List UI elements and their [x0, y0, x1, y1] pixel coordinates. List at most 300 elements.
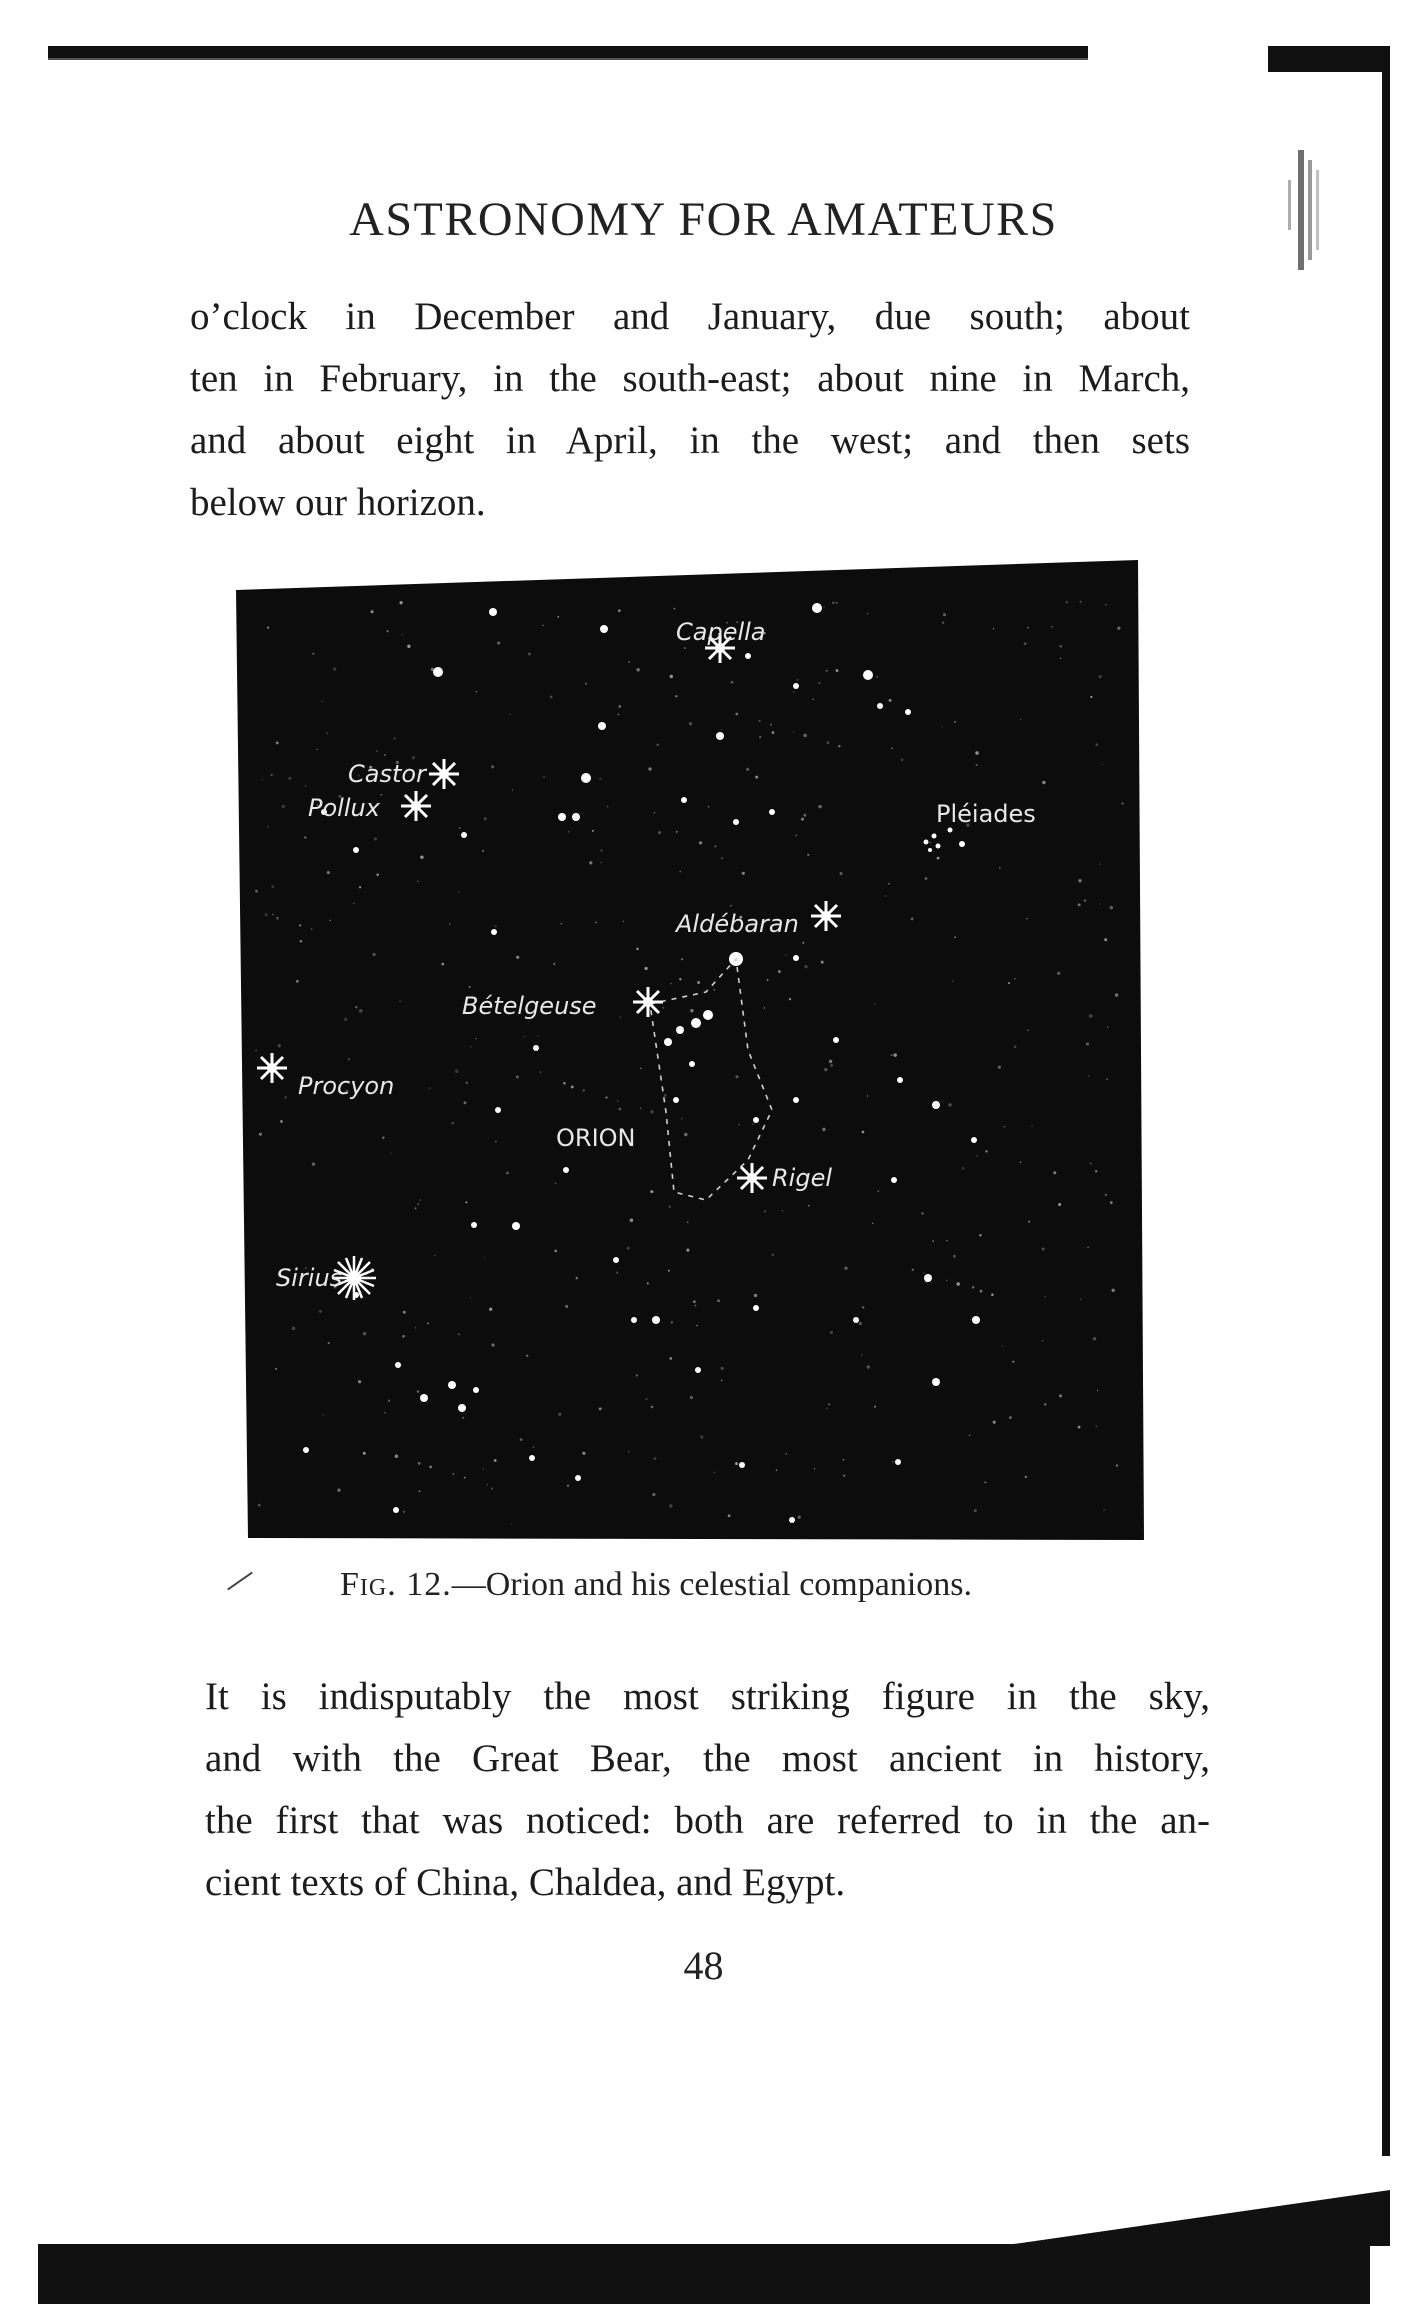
faint-star [645, 1398, 647, 1400]
faint-star [824, 1068, 827, 1071]
faint-star [1086, 1042, 1089, 1045]
faint-star [319, 1310, 322, 1313]
faint-star [619, 1016, 621, 1018]
faint-star [684, 647, 686, 649]
faint-star [455, 1069, 459, 1073]
text-line: the first that was noticed: both are referred to in the an- [205, 1799, 1210, 1842]
faint-star [862, 1306, 864, 1308]
faint-star [617, 1100, 619, 1102]
faint-star [1002, 1345, 1003, 1346]
rigel-star [737, 1163, 767, 1193]
faint-star [420, 1199, 422, 1201]
faint-star [636, 668, 640, 672]
faint-star [374, 837, 377, 840]
faint-star [605, 1097, 607, 1099]
faint-star [1014, 978, 1015, 979]
faint-star [993, 628, 994, 629]
faint-star [954, 721, 956, 723]
faint-star [305, 785, 307, 787]
faint-star [554, 1250, 557, 1253]
faint-star [721, 857, 723, 859]
faint-star [419, 1490, 421, 1492]
faint-star [946, 1240, 947, 1241]
faint-star [495, 925, 497, 927]
faint-star [483, 1468, 485, 1470]
faint-star [1090, 696, 1092, 698]
caption-tick-mark [227, 1572, 253, 1591]
faint-star [1044, 1296, 1046, 1298]
faint-star [384, 754, 386, 756]
label-procyon: Procyon [298, 1072, 395, 1100]
faint-star [328, 1342, 330, 1344]
faint-star [278, 1044, 281, 1047]
faint-star [755, 776, 758, 779]
faint-star [1059, 645, 1062, 648]
faint-star [495, 1141, 497, 1143]
faint-star [694, 1305, 696, 1307]
faint-star [271, 885, 274, 888]
faint-star [462, 1417, 464, 1419]
faint-star [1028, 1221, 1030, 1223]
faint-star [1042, 781, 1045, 784]
faint-star [1066, 601, 1068, 603]
caption-text: —Orion and his celestial companions. [451, 1566, 973, 1603]
star-chart-figure [236, 560, 1144, 1540]
faint-star [680, 871, 681, 872]
faint-star [491, 765, 494, 768]
faint-star [670, 983, 671, 984]
faint-star [828, 1404, 830, 1406]
faint-star [759, 736, 761, 738]
text-line: and with the Great Bear, the most ancient in history, [205, 1737, 1210, 1780]
faint-star [772, 731, 775, 734]
faint-star [386, 630, 388, 632]
faint-star [1089, 1014, 1093, 1018]
faint-star [312, 1163, 315, 1166]
faint-star [1099, 863, 1100, 864]
label-pleiades: Pléiades [936, 800, 1036, 828]
faint-star [617, 713, 619, 715]
faint-star [676, 831, 678, 833]
faint-star [654, 812, 656, 814]
faint-star [344, 1018, 347, 1021]
faint-star [330, 920, 332, 922]
faint-star [803, 734, 806, 737]
top-border-rule [48, 46, 1088, 58]
faint-star [304, 836, 306, 838]
faint-star [628, 661, 629, 662]
faint-star [942, 622, 944, 624]
faint-star [984, 1481, 986, 1483]
faint-star [402, 1335, 405, 1338]
faint-star [557, 616, 559, 618]
text-line: below our horizon. [190, 481, 486, 524]
faint-star [650, 1190, 653, 1193]
faint-star [823, 606, 824, 607]
faint-star [558, 1413, 561, 1416]
faint-star [1104, 938, 1107, 941]
faint-star [728, 1514, 731, 1517]
faint-star [526, 1355, 528, 1357]
faint-star [693, 1300, 696, 1303]
faint-star [506, 1172, 509, 1175]
faint-star [463, 1101, 466, 1104]
faint-star [571, 1085, 574, 1088]
faint-star [1008, 982, 1010, 984]
faint-star [876, 676, 877, 677]
aldebaran-star [811, 901, 841, 931]
faint-star [300, 940, 302, 942]
faint-star [957, 1282, 960, 1285]
faint-star [717, 1299, 720, 1302]
faint-star [804, 965, 807, 968]
faint-star [417, 1390, 419, 1392]
faint-star [1058, 1203, 1061, 1206]
faint-star [782, 1210, 783, 1211]
faint-star [821, 961, 824, 964]
faint-star [1103, 1509, 1105, 1511]
faint-star [561, 923, 562, 924]
faint-star [836, 669, 839, 672]
faint-star [384, 1412, 385, 1413]
faint-star [1095, 1426, 1097, 1428]
faint-star [830, 1331, 833, 1334]
faint-star [415, 1327, 416, 1328]
faint-star [627, 1247, 630, 1250]
faint-star [838, 745, 841, 748]
label-pollux: Pollux [308, 794, 380, 822]
faint-star [618, 1108, 621, 1111]
faint-star [585, 682, 587, 684]
faint-star [664, 1094, 667, 1097]
faint-star [802, 942, 804, 944]
faint-star [316, 749, 317, 750]
faint-star [759, 720, 761, 722]
faint-star [1101, 764, 1103, 766]
faint-star [373, 953, 376, 956]
faint-star [1020, 1161, 1022, 1163]
faint-star [1116, 1464, 1118, 1466]
faint-star [1059, 1394, 1062, 1397]
label-rigel: Rigel [772, 1164, 833, 1192]
faint-star [764, 1210, 766, 1212]
faint-star [363, 1452, 366, 1455]
faint-star [647, 1282, 649, 1284]
faint-star [714, 1472, 715, 1473]
text-line: and about eight in April, in the west; and then sets [190, 419, 1190, 462]
paragraph-bottom [205, 1666, 1210, 1914]
faint-star [807, 854, 809, 856]
faint-star [814, 1468, 815, 1469]
faint-star [399, 1001, 401, 1003]
faint-star [798, 1516, 801, 1519]
faint-star [826, 741, 829, 744]
faint-star [380, 794, 382, 796]
faint-star [770, 724, 772, 726]
faint-star [599, 778, 601, 780]
faint-star [946, 1280, 947, 1281]
faint-star [993, 1421, 996, 1424]
faint-star [843, 1475, 845, 1477]
text-line: o’clock in December and January, due south; about [190, 295, 1190, 338]
right-page-edge [1382, 66, 1390, 2156]
castor-star [429, 759, 459, 789]
bottom-page-band [38, 2244, 1370, 2304]
caption-figure-number: Fig. 12. [340, 1566, 452, 1603]
faint-star [553, 963, 556, 966]
faint-star [826, 1408, 828, 1410]
faint-star [296, 980, 299, 983]
faint-star [394, 738, 396, 740]
faint-star [623, 921, 624, 922]
faint-star [327, 871, 330, 874]
faint-star [697, 981, 700, 984]
faint-star [1031, 1125, 1032, 1126]
faint-star [1090, 1163, 1092, 1165]
faint-star [403, 1311, 406, 1314]
faint-star [970, 1319, 971, 1320]
text-line: ten in February, in the south-east; about nine in March, [190, 357, 1190, 400]
faint-star [789, 998, 791, 1000]
faint-star [1107, 1027, 1108, 1028]
faint-star [651, 1406, 654, 1409]
faint-star [803, 814, 806, 817]
faint-star [272, 914, 274, 916]
faint-star [640, 1108, 641, 1109]
faint-star [511, 1523, 512, 1524]
faint-star [471, 1046, 472, 1047]
faint-star [524, 1036, 526, 1038]
faint-star [937, 857, 940, 860]
faint-star [1084, 899, 1086, 901]
faint-star [735, 713, 738, 716]
faint-star [326, 732, 328, 734]
faint-star [537, 1036, 539, 1038]
faint-star [601, 862, 602, 863]
faint-star [1057, 972, 1060, 975]
faint-star [390, 1153, 391, 1154]
faint-star [735, 1462, 738, 1465]
faint-star [772, 1254, 775, 1257]
faint-star [686, 1249, 689, 1252]
faint-star [679, 978, 681, 980]
faint-star [270, 774, 272, 776]
faint-star [891, 747, 893, 749]
faint-star [1099, 675, 1102, 678]
faint-star [458, 891, 460, 893]
faint-star [861, 1355, 862, 1356]
faint-star [616, 1272, 618, 1274]
faint-star [402, 634, 403, 635]
faint-star [985, 1150, 987, 1152]
faint-star [867, 613, 869, 615]
faint-star [407, 645, 410, 648]
faint-star [458, 1333, 460, 1335]
faint-star [952, 981, 953, 982]
faint-star [497, 641, 500, 644]
faint-star [451, 1122, 454, 1125]
faint-star [1009, 1416, 1012, 1419]
faint-star [371, 610, 374, 613]
text-line: cient texts of China, Chaldea, and Egypt. [205, 1861, 846, 1904]
faint-star [420, 855, 423, 858]
faint-star [872, 1223, 873, 1224]
faint-star [382, 1136, 384, 1138]
faint-star [670, 675, 673, 678]
faint-star [567, 1485, 569, 1487]
faint-star [267, 826, 269, 828]
faint-star [459, 827, 461, 829]
faint-star [299, 924, 301, 926]
right-corner-cap [1268, 46, 1390, 72]
faint-star [830, 1064, 833, 1067]
label-capella: Capella [676, 618, 766, 646]
faint-star [1078, 879, 1081, 882]
sky-background [236, 560, 1144, 1540]
faint-star [1096, 743, 1099, 746]
faint-star [700, 1435, 704, 1439]
faint-star [877, 1190, 879, 1192]
faint-star [714, 989, 715, 990]
faint-star [687, 1221, 689, 1223]
faint-star [550, 695, 553, 698]
faint-star [434, 1255, 436, 1257]
faint-star [582, 1089, 585, 1092]
faint-star [628, 1451, 630, 1453]
faint-star [892, 1461, 893, 1462]
faint-star [258, 1504, 261, 1507]
faint-star [262, 779, 263, 780]
faint-star [648, 767, 651, 770]
faint-star [670, 1357, 673, 1360]
faint-star [1105, 604, 1106, 605]
faint-star [636, 1374, 638, 1376]
faint-star [353, 903, 354, 904]
faint-star [520, 1438, 523, 1441]
faint-star [754, 1294, 757, 1297]
faint-star [528, 652, 531, 655]
faint-star [808, 1205, 810, 1207]
faint-star [312, 653, 314, 655]
faint-star [288, 777, 291, 780]
faint-star [1012, 1361, 1014, 1363]
faint-star [1088, 1075, 1089, 1076]
faint-star [412, 756, 415, 759]
faint-star [730, 905, 732, 907]
faint-star [793, 691, 794, 692]
faint-star [801, 818, 804, 821]
faint-star [1093, 1337, 1096, 1340]
faint-star [767, 979, 769, 981]
faint-star [1110, 1201, 1113, 1204]
faint-star [976, 1155, 977, 1156]
faint-star [599, 1407, 602, 1410]
faint-star [746, 768, 749, 771]
faint-star [348, 1058, 350, 1060]
faint-star [491, 1343, 494, 1346]
faint-star [475, 1038, 476, 1039]
faint-star [636, 948, 639, 951]
faint-star [669, 1504, 672, 1507]
running-head: ASTRONOMY FOR AMATEURS [349, 193, 1058, 246]
faint-star [1004, 1126, 1006, 1128]
faint-star [255, 890, 258, 893]
faint-star [911, 918, 914, 921]
faint-star [721, 1380, 723, 1382]
faint-star [885, 895, 886, 896]
faint-star [696, 1325, 698, 1327]
faint-star [901, 758, 904, 761]
faint-star [1087, 1246, 1089, 1248]
faint-star [921, 1212, 923, 1214]
faint-star [752, 1123, 753, 1124]
pollux-star [401, 791, 431, 821]
faint-star [1042, 1247, 1045, 1250]
faint-star [668, 1206, 670, 1208]
faint-star [600, 849, 603, 852]
faint-star [449, 923, 451, 925]
faint-star [470, 1297, 471, 1298]
faint-star [489, 1308, 492, 1311]
faint-star [645, 967, 648, 970]
faint-star [721, 1367, 724, 1370]
faint-star [818, 805, 822, 809]
faint-star [844, 1267, 847, 1270]
faint-star [778, 970, 781, 973]
faint-star [510, 714, 511, 715]
faint-star [795, 834, 797, 836]
faint-star [482, 850, 484, 852]
faint-star [974, 1509, 977, 1512]
faint-star [652, 1493, 655, 1496]
faint-star [265, 913, 268, 916]
faint-star [826, 670, 828, 672]
faint-star [681, 958, 683, 960]
faint-star [776, 1469, 778, 1471]
faint-star [1051, 626, 1053, 628]
faint-star [275, 1368, 277, 1370]
faint-star [415, 1207, 417, 1209]
faint-star [1112, 1289, 1115, 1292]
label-orion: ORION [556, 1124, 636, 1152]
label-aldebaran: Aldébaran [676, 910, 799, 938]
faint-star [533, 1446, 535, 1448]
faint-star [657, 744, 659, 746]
faint-star [859, 1322, 862, 1325]
faint-star [284, 1096, 287, 1099]
faint-star [640, 1068, 641, 1069]
faint-star [948, 1103, 951, 1106]
faint-star [662, 1007, 664, 1009]
faint-star [403, 1511, 405, 1513]
faint-star [930, 842, 931, 843]
faint-star [376, 750, 377, 751]
faint-star [1105, 1194, 1107, 1196]
faint-star [953, 1255, 956, 1258]
faint-star [418, 1462, 421, 1465]
faint-star [689, 722, 692, 725]
faint-star [1110, 906, 1113, 909]
faint-star [469, 986, 471, 988]
faint-star [690, 1396, 693, 1399]
faint-star [606, 805, 608, 807]
faint-star [465, 1082, 468, 1085]
faint-star [862, 1131, 865, 1134]
faint-star [822, 1128, 825, 1131]
figure-caption [340, 1566, 972, 1604]
faint-star [874, 1003, 876, 1005]
faint-star [358, 1380, 361, 1383]
